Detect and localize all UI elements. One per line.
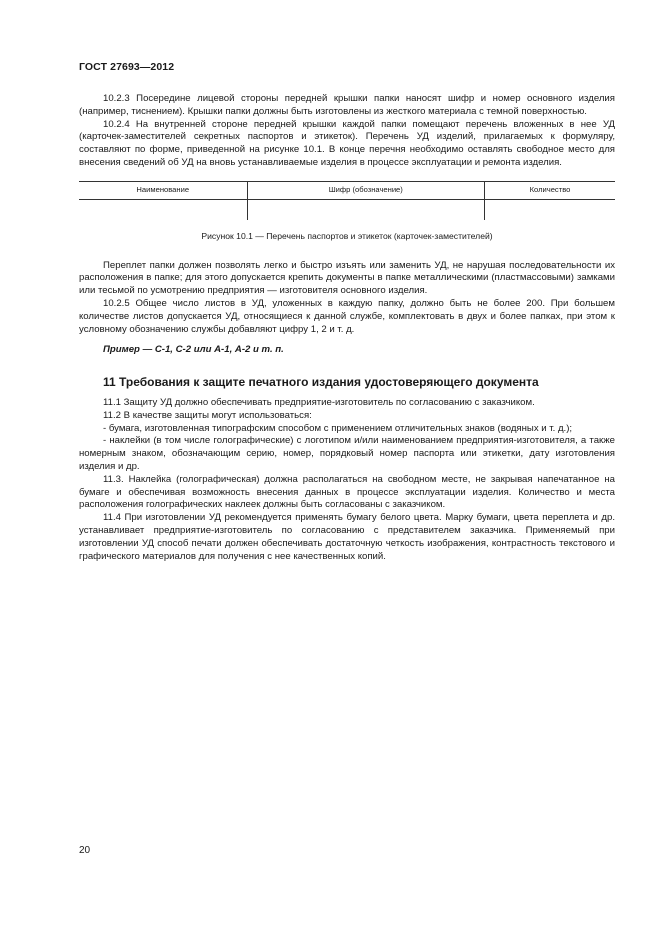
paragraph-10-2-3: 10.2.3 Посередине лицевой стороны передней крышки папки наносят шифр и номер основного изделия (например, тиснением). Крышки папки должны быть изготовлены из жесткого материала с темной поверхностью.	[79, 93, 615, 117]
list-item-paper: - бумага, изготовленная типографским способом с применением отличительных знаков (водяных и т. д.);	[103, 422, 573, 434]
figure-10-1-table	[79, 181, 615, 220]
table-cell-empty	[247, 199, 484, 220]
paragraph-10-2-4: 10.2.4 На внутренней стороне передней крышки каждой папки помещают перечень вложенных в нее УД (карточек-заместителей секретных паспортов и этикеток). Перечень УД изделий, прилагаемых к формуляру, составляют по форме, приведенной на рисунке 10.1. В конце перечня необходимо оставлять свободное место для внесения сведений об УД на вновь устанавливаемые изделия в процессе эксплуатации и ремонта изделия.	[79, 118, 615, 168]
column-header-quantity: Количество	[484, 181, 615, 199]
passport-list-form	[79, 181, 615, 220]
column-header-name: Наименование	[79, 181, 247, 199]
column-header-code: Шифр (обозначение)	[247, 181, 484, 199]
list-item-stickers: - наклейки (в том числе голографические) с логотипом и/или наименованием предприятия-изготовителя, а также номерным знаком, обозначающим серию, номер, порядковый номер паспорта или этикетки, дату изготовления изделия и др.	[79, 435, 615, 472]
paragraph-11-1: 11.1 Защиту УД должно обеспечивать предприятие-изготовитель по согласованию с заказчиком.	[103, 396, 535, 408]
figure-caption: Рисунок 10.1 — Перечень паспортов и этикеток (карточек-заместителей)	[201, 230, 493, 241]
table-row	[79, 199, 615, 220]
section-11-title: 11 Требования к защите печатного издания удостоверяющего документа	[103, 375, 539, 390]
paragraph-11-4: 11.4 При изготовлении УД рекомендуется применять бумагу белого цвета. Марку бумаги, цвета переплета и др. устанавливает предприятие-изготовитель по согласованию с представителем заказчика. Применяемый при изготовлении УД способ печати должен обеспечивать достаточную четкость изображения, контрастность текстового и графического материалов для получения с нее качественных копий.	[79, 512, 615, 562]
paragraph-10-2-5: 10.2.5 Общее число листов в УД, уложенных в каждую папку, должно быть не более 200. При большем количестве листов допускается УД, относящиеся к данной службе, комплектовать в двух и более папках, при этом к условному обозначению службы добавляют цифру 1, 2 и т. д.	[79, 297, 615, 335]
table-cell-empty	[484, 199, 615, 220]
paragraph-binding: Переплет папки должен позволять легко и быстро изъять или заменить УД, не нарушая последовательности их расположения в папке; для этого допускается крепить документы в папке металлическими (пластмассовыми) замками или тесьмой по усмотрению предприятия — изготовителя основного изделия.	[79, 259, 615, 297]
document-body	[79, 93, 615, 563]
paragraph-11-2: 11.2 В качестве защиты могут использоваться:	[103, 409, 312, 421]
page-header-standard: ГОСТ 27693—2012	[79, 61, 175, 73]
page-number: 20	[79, 845, 91, 856]
paragraph-11-3: 11.3. Наклейка (голографическая) должна располагаться на свободном месте, не закрывая напечатанное на бумаге и обеспечивая возможность внесения данных в процессе эксплуатации изделия. Количество и места расположения голографических наклеек должны быть согласованы с заказчиком.	[79, 473, 615, 511]
table-cell-empty	[79, 199, 247, 220]
example-note: Пример — С-1, С-2 или А-1, А-2 и т. п.	[103, 344, 284, 356]
